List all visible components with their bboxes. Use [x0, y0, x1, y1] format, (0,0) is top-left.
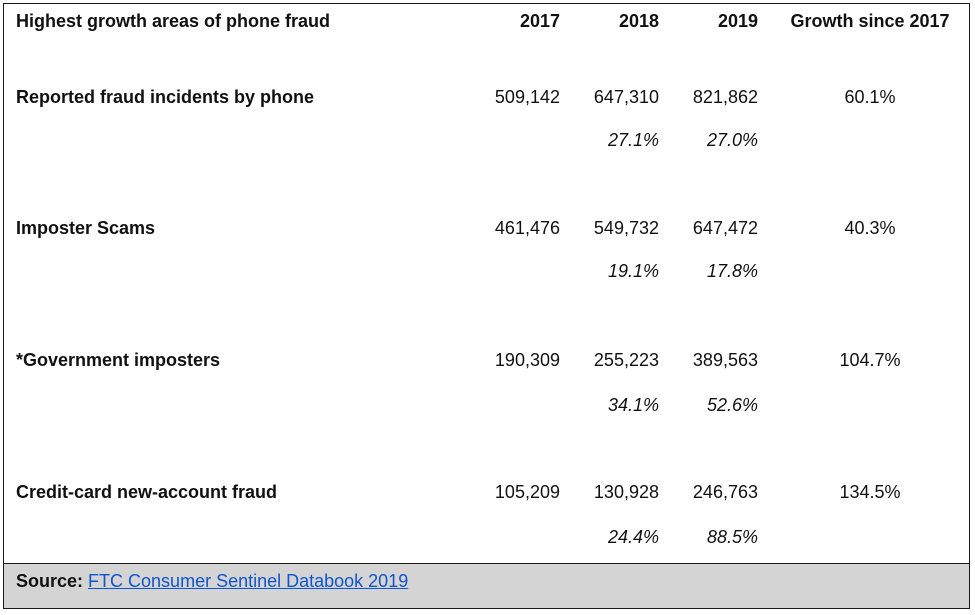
header-2017: 2017 [519, 11, 560, 31]
yoy-2018: 27.1% [607, 130, 659, 150]
yoy-2019: 88.5% [706, 527, 758, 547]
growth-value: 60.1% [844, 87, 896, 107]
header-growth: Growth since 2017 [790, 11, 950, 31]
value-2017: 105,209 [494, 482, 560, 502]
value-2018: 647,310 [593, 87, 659, 107]
value-2017: 509,142 [494, 87, 560, 107]
value-2018: 255,223 [593, 350, 659, 370]
value-2019: 647,472 [692, 218, 758, 238]
header-2018: 2018 [618, 11, 659, 31]
growth-value: 104.7% [839, 350, 901, 370]
source-line [16, 570, 408, 592]
growth-value: 40.3% [844, 218, 896, 238]
source-link[interactable]: FTC Consumer Sentinel Databook 2019 [88, 571, 409, 591]
growth-value: 134.5% [839, 482, 901, 502]
source-footer [4, 563, 969, 609]
yoy-2018: 19.1% [607, 261, 659, 281]
header-2019: 2019 [717, 11, 758, 31]
value-2017: 190,309 [494, 350, 560, 370]
row-label: Reported fraud incidents by phone [16, 87, 315, 107]
header-title: Highest growth areas of phone fraud [16, 11, 331, 31]
value-2019: 246,763 [692, 482, 758, 502]
yoy-2019: 27.0% [706, 130, 758, 150]
fraud-table [3, 3, 970, 609]
row-label: *Government imposters [16, 350, 221, 370]
value-2018: 549,732 [593, 218, 659, 238]
row-label: Credit-card new-account fraud [16, 482, 278, 502]
source-label: Source: [16, 571, 84, 591]
yoy-2019: 17.8% [706, 261, 758, 281]
yoy-2019: 52.6% [706, 395, 758, 415]
row-label: Imposter Scams [16, 218, 156, 238]
value-2017: 461,476 [494, 218, 560, 238]
yoy-2018: 34.1% [607, 395, 659, 415]
value-2019: 821,862 [692, 87, 758, 107]
value-2018: 130,928 [593, 482, 659, 502]
yoy-2018: 24.4% [607, 527, 659, 547]
value-2019: 389,563 [692, 350, 758, 370]
